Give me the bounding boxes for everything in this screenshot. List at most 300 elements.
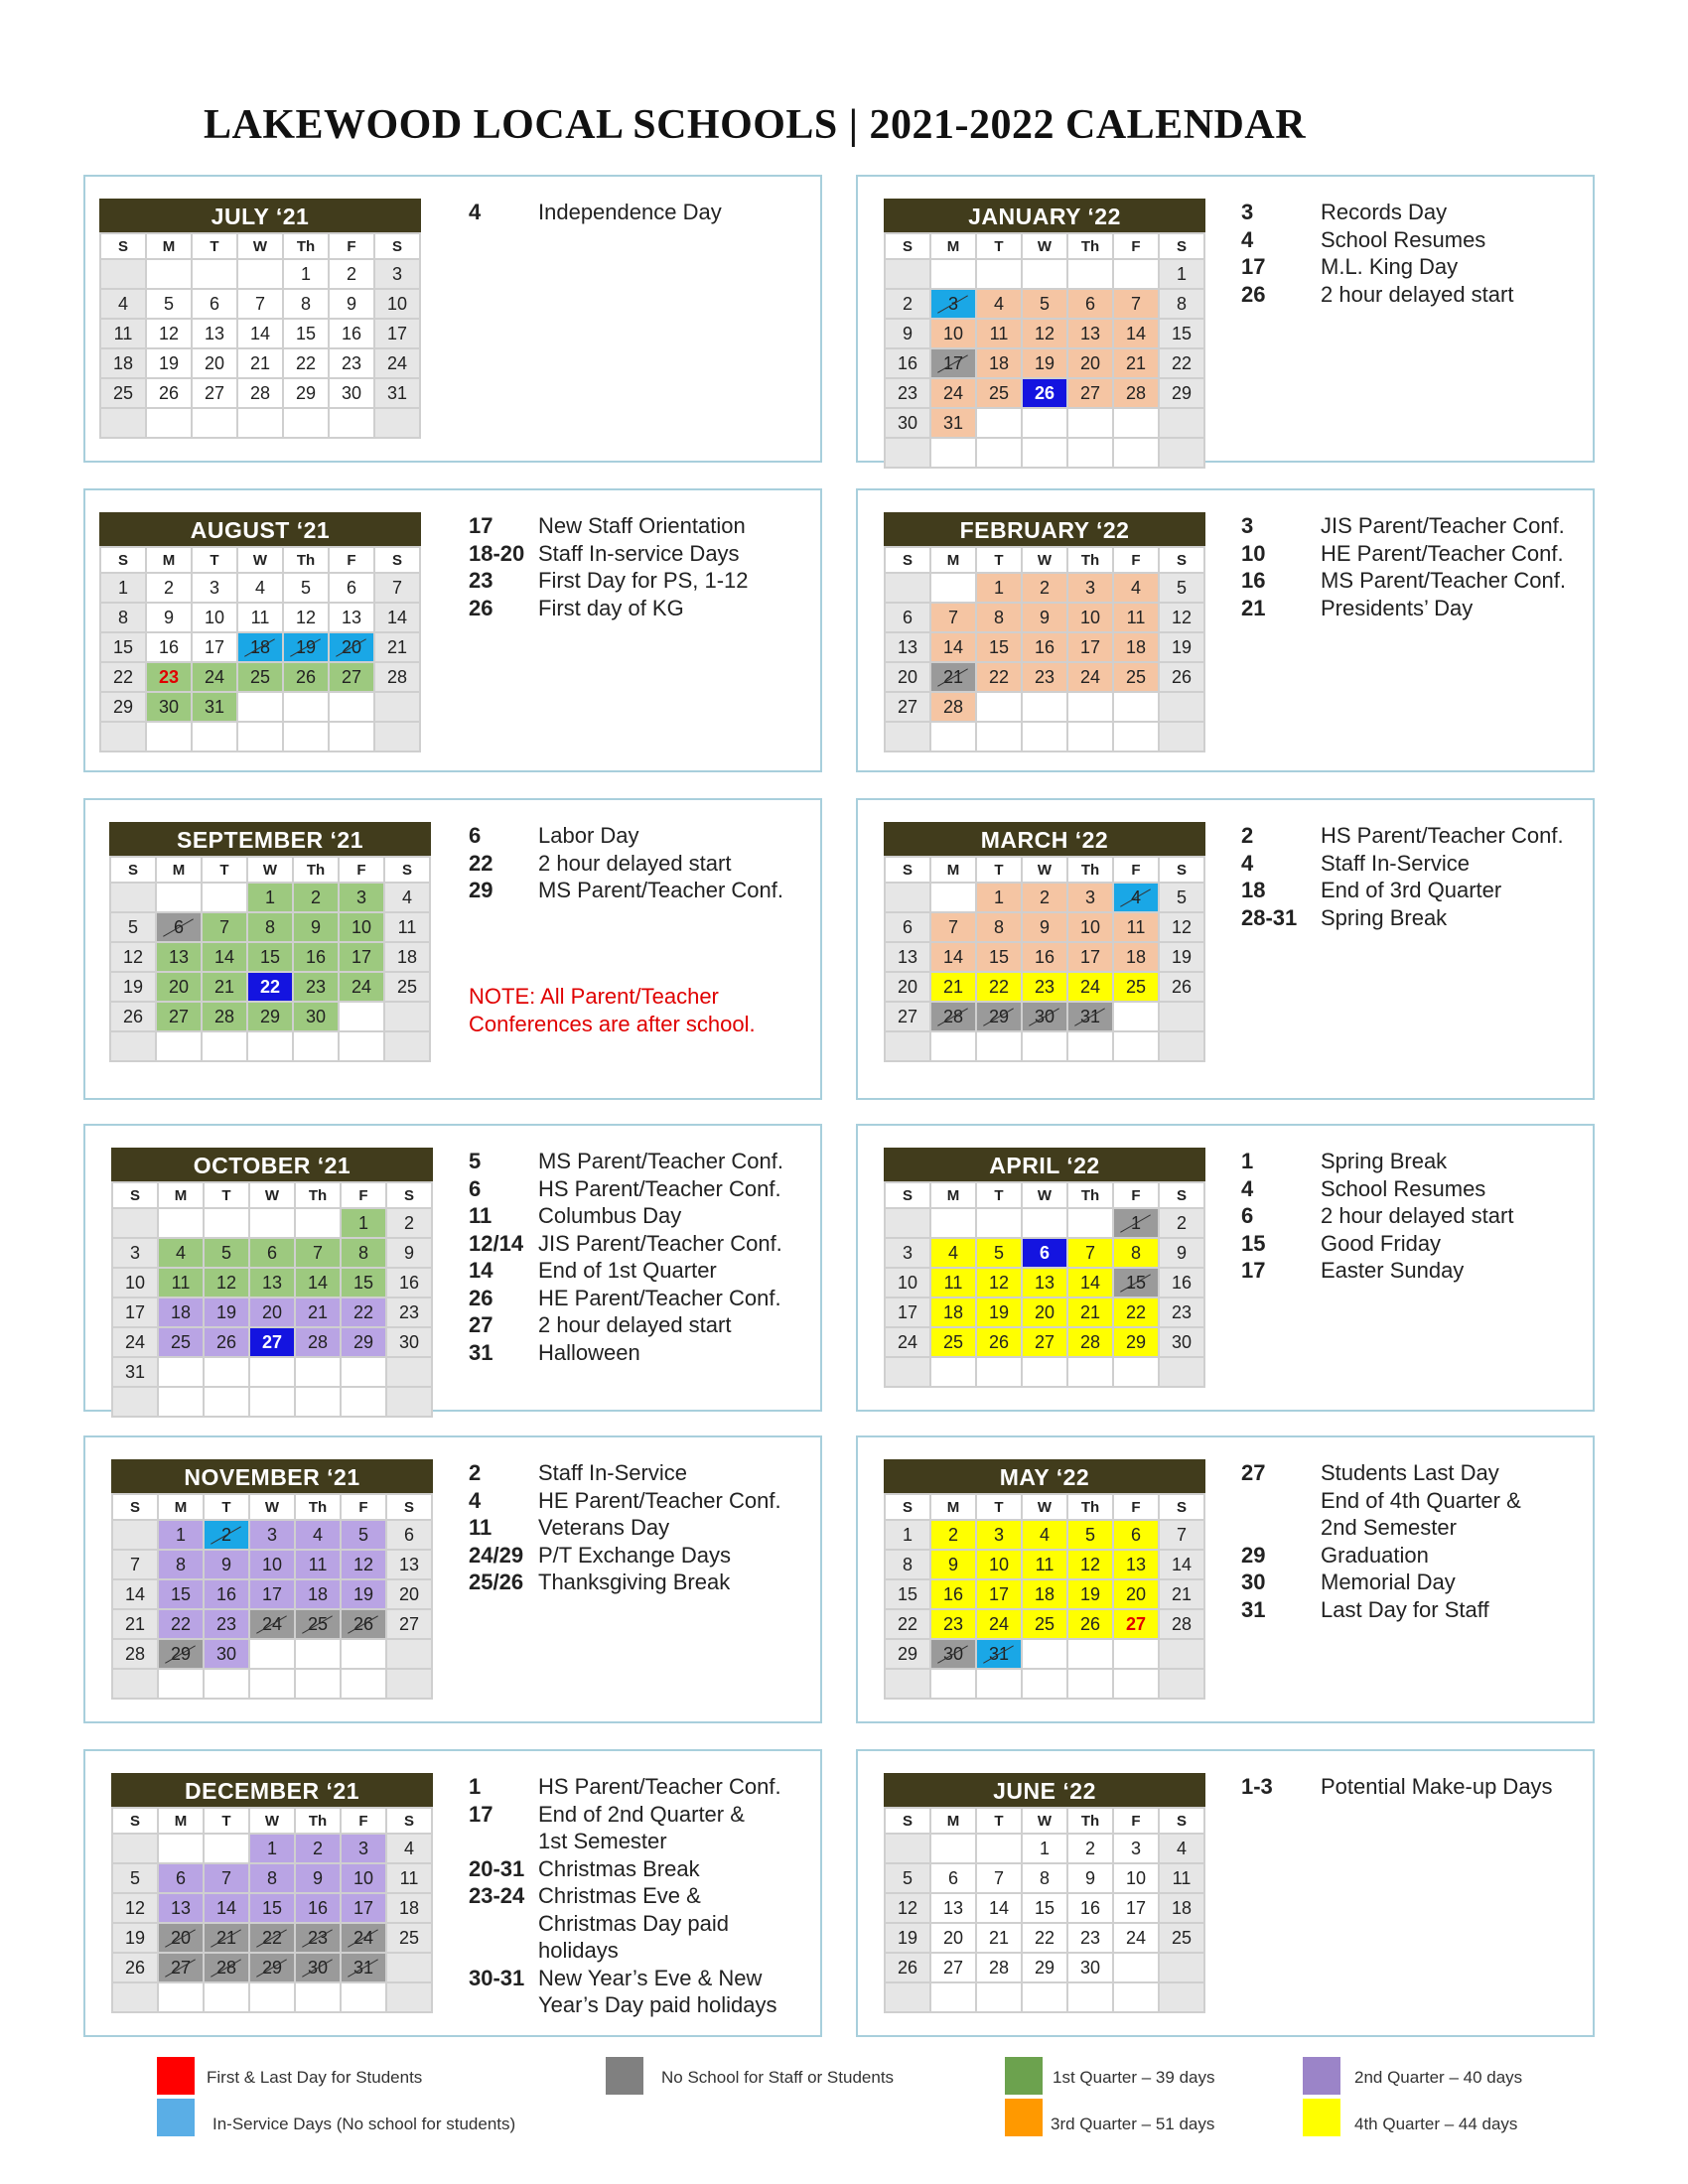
event-item <box>469 1882 808 1910</box>
day-cell: 8 <box>1159 289 1204 319</box>
day-cell: 27 <box>1022 1327 1067 1357</box>
day-cell: 21 <box>295 1297 341 1327</box>
empty-cell <box>295 1982 341 2012</box>
event-item <box>469 1230 808 1258</box>
empty-cell <box>1159 1953 1204 1982</box>
day-cell: 9 <box>204 1550 249 1579</box>
day-cell: 21 <box>112 1609 158 1639</box>
empty-cell <box>976 408 1022 438</box>
empty-cell <box>1022 1357 1067 1387</box>
day-cell: 24 <box>1067 662 1113 692</box>
empty-cell <box>249 1387 295 1417</box>
empty-cell <box>112 1520 158 1550</box>
empty-cell <box>885 1669 930 1699</box>
day-cell: 12 <box>112 1893 158 1923</box>
day-cell: 21 <box>204 1923 249 1953</box>
legend-swatch <box>1303 2057 1340 2095</box>
day-cell: 21 <box>1159 1579 1204 1609</box>
month-calendar-apr <box>884 1148 1205 1388</box>
event-date: 24/29 <box>469 1542 524 1568</box>
day-cell: 22 <box>976 972 1022 1002</box>
day-cell: 21 <box>1067 1297 1113 1327</box>
empty-cell <box>192 722 237 751</box>
month-grid <box>111 1807 433 2013</box>
empty-cell <box>341 1669 386 1699</box>
weekday-header: W <box>249 1808 295 1834</box>
day-cell: 18 <box>100 348 146 378</box>
month-calendar-oct <box>111 1148 433 1418</box>
day-cell: 20 <box>1067 348 1113 378</box>
event-date: 27 <box>1241 1460 1266 1485</box>
month-calendar-aug <box>99 512 421 752</box>
day-cell: 26 <box>1022 378 1067 408</box>
day-cell: 17 <box>112 1297 158 1327</box>
event-text: End of 4th Quarter & <box>1321 1487 1521 1513</box>
day-cell: 29 <box>158 1639 204 1669</box>
empty-cell <box>100 722 146 751</box>
event-text: 2 hour delayed start <box>1321 281 1514 307</box>
month-panel-jul <box>83 175 822 463</box>
legend-label: 1st Quarter – 39 days <box>1053 2068 1215 2087</box>
day-cell: 9 <box>293 912 339 942</box>
empty-cell <box>247 1031 293 1061</box>
empty-cell <box>295 1208 341 1238</box>
day-cell: 14 <box>930 942 976 972</box>
event-date: 17 <box>469 513 493 538</box>
event-item <box>469 595 808 622</box>
day-cell: 6 <box>885 603 930 632</box>
event-text: Year’s Day paid holidays <box>538 1992 777 2017</box>
event-item <box>1241 1773 1581 1801</box>
event-text: Good Friday <box>1321 1230 1442 1256</box>
day-cell: 2 <box>1159 1208 1204 1238</box>
empty-cell <box>156 883 202 912</box>
event-item <box>1241 595 1581 622</box>
day-cell: 12 <box>341 1550 386 1579</box>
event-item <box>469 1487 808 1515</box>
event-list <box>469 1459 808 1596</box>
empty-cell <box>192 259 237 289</box>
event-text: End of 2nd Quarter & <box>538 1801 745 1827</box>
month-calendar-may <box>884 1459 1205 1700</box>
day-cell: 5 <box>885 1863 930 1893</box>
event-item <box>469 1801 808 1829</box>
empty-cell <box>204 1387 249 1417</box>
event-item <box>469 1311 808 1339</box>
weekday-header: F <box>329 547 374 573</box>
day-cell: 3 <box>1113 1834 1159 1863</box>
event-text: Spring Break <box>1321 904 1448 930</box>
day-cell: 18 <box>930 1297 976 1327</box>
day-cell: 17 <box>1067 942 1113 972</box>
event-text: Staff In-Service <box>538 1460 687 1485</box>
legend-swatch <box>1303 2099 1340 2136</box>
event-item <box>469 512 808 540</box>
weekday-header: W <box>249 1494 295 1520</box>
month-grid <box>884 856 1205 1062</box>
month-panel-feb <box>856 488 1595 772</box>
empty-cell <box>1113 1639 1159 1669</box>
legend-swatch <box>1005 2099 1043 2136</box>
event-item <box>1241 567 1581 595</box>
empty-cell <box>1159 1669 1204 1699</box>
legend-label: In-Service Days (No school for students) <box>212 2115 516 2133</box>
day-cell: 9 <box>146 603 192 632</box>
day-cell: 20 <box>930 1923 976 1953</box>
day-cell: 12 <box>146 319 192 348</box>
day-cell: 28 <box>1113 378 1159 408</box>
legend-label: No School for Staff or Students <box>661 2068 895 2087</box>
day-cell: 12 <box>283 603 329 632</box>
day-cell: 17 <box>192 632 237 662</box>
day-cell: 15 <box>341 1268 386 1297</box>
day-cell: 16 <box>329 319 374 348</box>
day-cell: 28 <box>1159 1609 1204 1639</box>
event-text: 2nd Semester <box>1321 1515 1457 1540</box>
weekday-header: M <box>158 1182 204 1208</box>
weekday-header: T <box>976 1182 1022 1208</box>
event-list <box>469 199 808 226</box>
empty-cell <box>1113 1002 1159 1031</box>
weekday-header: T <box>192 233 237 259</box>
event-item <box>469 1257 808 1285</box>
day-cell: 14 <box>1067 1268 1113 1297</box>
empty-cell <box>386 1357 432 1387</box>
day-cell: 10 <box>339 912 384 942</box>
day-cell: 17 <box>1067 632 1113 662</box>
event-text: Potential Make-up Days <box>1321 1774 1553 1799</box>
day-cell: 6 <box>930 1863 976 1893</box>
weekday-header: S <box>100 233 146 259</box>
month-grid <box>99 546 421 752</box>
empty-cell <box>1159 408 1204 438</box>
day-cell: 20 <box>885 662 930 692</box>
day-cell: 18 <box>158 1297 204 1327</box>
day-cell: 15 <box>100 632 146 662</box>
empty-cell <box>386 1953 432 1982</box>
event-text: 2 hour delayed start <box>538 1312 732 1337</box>
empty-cell <box>976 1357 1022 1387</box>
day-cell: 7 <box>295 1238 341 1268</box>
event-date: 5 <box>469 1149 482 1173</box>
event-text: New Year’s Eve & New <box>538 1965 763 1990</box>
event-item <box>469 1542 808 1570</box>
weekday-header: F <box>341 1808 386 1834</box>
day-cell: 23 <box>1022 662 1067 692</box>
empty-cell <box>1159 1031 1204 1061</box>
day-cell: 23 <box>146 662 192 692</box>
legend-swatch <box>157 2057 195 2095</box>
empty-cell <box>930 1031 976 1061</box>
day-cell: 26 <box>976 1327 1022 1357</box>
event-text: HE Parent/Teacher Conf. <box>1321 540 1564 566</box>
empty-cell <box>1022 1982 1067 2012</box>
event-date: 2 <box>469 1460 482 1485</box>
event-item <box>1241 253 1581 281</box>
weekday-header: S <box>110 857 156 883</box>
day-cell: 27 <box>156 1002 202 1031</box>
day-cell: 8 <box>885 1550 930 1579</box>
day-cell: 1 <box>341 1208 386 1238</box>
month-grid <box>111 1181 433 1418</box>
day-cell: 21 <box>202 972 247 1002</box>
event-text: Presidents’ Day <box>1321 595 1474 620</box>
empty-cell <box>1159 438 1204 468</box>
empty-cell <box>930 259 976 289</box>
month-calendar-mar <box>884 822 1205 1062</box>
empty-cell <box>1067 1639 1113 1669</box>
empty-cell <box>976 259 1022 289</box>
day-cell: 21 <box>976 1923 1022 1953</box>
weekday-header: T <box>192 547 237 573</box>
empty-cell <box>976 1208 1022 1238</box>
day-cell: 11 <box>976 319 1022 348</box>
day-cell: 2 <box>885 289 930 319</box>
day-cell: 18 <box>1113 942 1159 972</box>
event-text: First Day for PS, 1-12 <box>538 568 749 593</box>
day-cell: 2 <box>329 259 374 289</box>
day-cell: 15 <box>247 942 293 972</box>
weekday-header: W <box>1022 547 1067 573</box>
event-item <box>1241 850 1581 878</box>
weekday-header: S <box>386 1182 432 1208</box>
day-cell: 10 <box>374 289 420 319</box>
day-cell: 6 <box>386 1520 432 1550</box>
day-cell: 20 <box>158 1923 204 1953</box>
event-date: 26 <box>469 595 493 620</box>
event-text: New Staff Orientation <box>538 513 746 538</box>
empty-cell <box>976 1834 1022 1863</box>
day-cell: 22 <box>1113 1297 1159 1327</box>
event-date: 29 <box>469 878 493 902</box>
day-cell: 31 <box>1067 1002 1113 1031</box>
month-name: JUNE ‘22 <box>884 1773 1205 1807</box>
day-cell: 19 <box>112 1923 158 1953</box>
empty-cell <box>1113 1669 1159 1699</box>
day-cell: 7 <box>237 289 283 319</box>
day-cell: 20 <box>1022 1297 1067 1327</box>
weekday-header: M <box>146 233 192 259</box>
weekday-header: S <box>885 233 930 259</box>
event-item <box>1241 1459 1581 1487</box>
month-grid <box>109 856 431 1062</box>
day-cell: 17 <box>1113 1893 1159 1923</box>
weekday-header: M <box>930 1494 976 1520</box>
event-date: 6 <box>1241 1203 1254 1228</box>
weekday-header: Th <box>283 547 329 573</box>
day-cell: 14 <box>295 1268 341 1297</box>
legend-label: 3rd Quarter – 51 days <box>1051 2115 1215 2133</box>
event-text: Memorial Day <box>1321 1570 1456 1594</box>
weekday-header: F <box>1113 1182 1159 1208</box>
weekday-header: Th <box>295 1808 341 1834</box>
day-cell: 17 <box>339 942 384 972</box>
event-date: 27 <box>469 1312 493 1337</box>
day-cell: 13 <box>386 1550 432 1579</box>
event-text: End of 1st Quarter <box>538 1258 717 1283</box>
weekday-header: T <box>976 857 1022 883</box>
event-date: 18 <box>1241 878 1266 902</box>
weekday-header: S <box>885 857 930 883</box>
day-cell: 30 <box>293 1002 339 1031</box>
legend-label: First & Last Day for Students <box>207 2068 423 2087</box>
empty-cell <box>1159 1639 1204 1669</box>
day-cell: 14 <box>237 319 283 348</box>
weekday-header: W <box>247 857 293 883</box>
event-item <box>469 1285 808 1312</box>
day-cell: 19 <box>110 972 156 1002</box>
day-cell: 19 <box>1067 1579 1113 1609</box>
event-date: 15 <box>1241 1230 1266 1256</box>
day-cell: 24 <box>976 1609 1022 1639</box>
weekday-header: S <box>885 547 930 573</box>
day-cell: 6 <box>329 573 374 603</box>
event-date: 3 <box>1241 513 1254 538</box>
event-item <box>469 1202 808 1230</box>
day-cell: 14 <box>1159 1550 1204 1579</box>
event-item <box>469 1937 808 1965</box>
event-date: 4 <box>1241 850 1254 876</box>
day-cell: 26 <box>110 1002 156 1031</box>
day-cell: 6 <box>1113 1520 1159 1550</box>
event-item <box>1241 540 1581 568</box>
empty-cell <box>1113 1982 1159 2012</box>
day-cell: 29 <box>1113 1327 1159 1357</box>
weekday-header: T <box>976 547 1022 573</box>
day-cell: 10 <box>249 1550 295 1579</box>
weekday-header: S <box>885 1182 930 1208</box>
weekday-header: Th <box>1067 857 1113 883</box>
day-cell: 9 <box>386 1238 432 1268</box>
month-calendar-jan <box>884 199 1205 469</box>
event-item <box>1241 281 1581 309</box>
event-item <box>1241 1514 1581 1542</box>
day-cell: 31 <box>192 692 237 722</box>
empty-cell <box>341 1639 386 1669</box>
empty-cell <box>329 408 374 438</box>
day-cell: 6 <box>156 912 202 942</box>
day-cell: 20 <box>885 972 930 1002</box>
empty-cell <box>1113 1031 1159 1061</box>
weekday-header: S <box>112 1182 158 1208</box>
day-cell: 6 <box>1022 1238 1067 1268</box>
day-cell: 2 <box>930 1520 976 1550</box>
weekday-header: M <box>930 233 976 259</box>
weekday-header: F <box>329 233 374 259</box>
day-cell: 3 <box>112 1238 158 1268</box>
event-date: 4 <box>1241 1175 1254 1201</box>
weekday-header: Th <box>1067 1494 1113 1520</box>
empty-cell <box>885 1208 930 1238</box>
event-item <box>469 567 808 595</box>
day-cell: 5 <box>341 1520 386 1550</box>
event-date: 11 <box>469 1515 492 1540</box>
day-cell: 25 <box>386 1923 432 1953</box>
event-text: Christmas Day paid <box>538 1910 729 1936</box>
event-item <box>1241 904 1581 932</box>
day-cell: 4 <box>1113 573 1159 603</box>
day-cell: 1 <box>976 883 1022 912</box>
weekday-header: F <box>1113 1808 1159 1834</box>
day-cell: 28 <box>976 1953 1022 1982</box>
day-cell: 28 <box>295 1327 341 1357</box>
day-cell: 5 <box>204 1238 249 1268</box>
event-item <box>469 877 808 904</box>
event-text: Graduation <box>1321 1542 1429 1568</box>
empty-cell <box>341 1387 386 1417</box>
month-panel-mar <box>856 798 1595 1100</box>
event-item <box>1241 1542 1581 1570</box>
day-cell: 22 <box>1159 348 1204 378</box>
empty-cell <box>156 1031 202 1061</box>
event-text: Spring Break <box>1321 1149 1448 1173</box>
day-cell: 3 <box>374 259 420 289</box>
day-cell: 18 <box>1159 1893 1204 1923</box>
event-date: 26 <box>469 1285 493 1310</box>
empty-cell <box>158 1982 204 2012</box>
month-panel-aug <box>83 488 822 772</box>
event-text: JIS Parent/Teacher Conf. <box>1321 513 1565 538</box>
empty-cell <box>976 1669 1022 1699</box>
month-panel-may <box>856 1435 1595 1723</box>
day-cell: 15 <box>1159 319 1204 348</box>
weekday-header: F <box>341 1494 386 1520</box>
month-calendar-jun <box>884 1773 1205 2013</box>
day-cell: 31 <box>930 408 976 438</box>
day-cell: 8 <box>283 289 329 319</box>
day-cell: 16 <box>386 1268 432 1297</box>
day-cell: 3 <box>976 1520 1022 1550</box>
day-cell: 8 <box>1113 1238 1159 1268</box>
empty-cell <box>295 1387 341 1417</box>
day-cell: 27 <box>885 692 930 722</box>
day-cell: 15 <box>1113 1268 1159 1297</box>
day-cell: 4 <box>1159 1834 1204 1863</box>
day-cell: 27 <box>885 1002 930 1031</box>
empty-cell <box>158 1669 204 1699</box>
empty-cell <box>1113 1953 1159 1982</box>
event-list <box>1241 1148 1581 1285</box>
empty-cell <box>386 1639 432 1669</box>
event-text: Christmas Eve & <box>538 1883 701 1908</box>
day-cell: 4 <box>1022 1520 1067 1550</box>
empty-cell <box>885 438 930 468</box>
weekday-header: T <box>204 1182 249 1208</box>
day-cell: 7 <box>1067 1238 1113 1268</box>
event-text: Last Day for Staff <box>1321 1596 1489 1622</box>
empty-cell <box>112 1982 158 2012</box>
day-cell: 30 <box>386 1327 432 1357</box>
day-cell: 19 <box>1159 942 1204 972</box>
day-cell: 30 <box>295 1953 341 1982</box>
day-cell: 14 <box>374 603 420 632</box>
day-cell: 18 <box>237 632 283 662</box>
day-cell: 24 <box>374 348 420 378</box>
event-text: HE Parent/Teacher Conf. <box>538 1285 781 1310</box>
event-item <box>469 1339 808 1367</box>
day-cell: 1 <box>976 573 1022 603</box>
event-item <box>469 1828 808 1855</box>
event-date: 21 <box>1241 595 1266 620</box>
day-cell: 11 <box>1159 1863 1204 1893</box>
weekday-header: S <box>386 1494 432 1520</box>
day-cell: 28 <box>237 378 283 408</box>
weekday-header: F <box>339 857 384 883</box>
event-list <box>1241 822 1581 931</box>
day-cell: 9 <box>295 1863 341 1893</box>
day-cell: 8 <box>1022 1863 1067 1893</box>
event-date: 4 <box>1241 226 1254 252</box>
